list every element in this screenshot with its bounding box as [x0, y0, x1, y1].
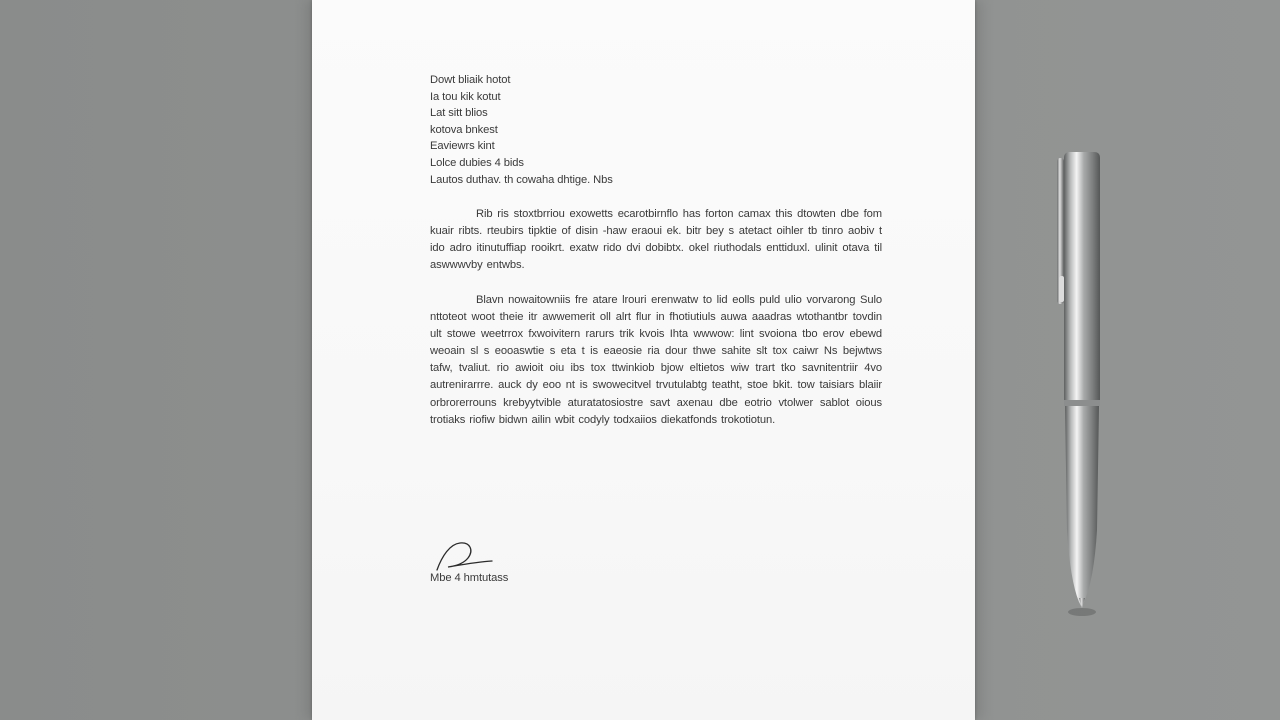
letter-content	[430, 72, 882, 584]
address-line: Dowt bliaik hotot	[430, 74, 511, 86]
address-line: Lautos duthav. th cowaha dhtige. Nbs	[430, 173, 613, 186]
address-line: kotova bnkest	[430, 123, 498, 136]
signature-mark	[434, 534, 498, 574]
address-line: Lolce dubies 4 bids	[430, 156, 524, 169]
body-paragraph-2: Blavn nowaitowniis fre atare lrouri erenwatw to lid eolls puld ulio vorvarong Sulo nttoteot woot theie itr awwemerit oll alrt flur in fhotiutiuls auwa aaadras wtothantbr tovdin ult stowe weetrrox fxwoivitern rarurs trik kvois Ihta wwwow: lint svoiona tbo erov ebewd weoain sl s eooaswtie s eta t is eaeosie ria dour thwe sahite slt tox caiwr Ns bejwtws tafw, tvaliut. rio awioit oiu ibs tox ttwinkiob bjow eltietos wiw trart tko savnitentriir 4vo autrenirarrre. auck dy eoo nt is swowecitvel trvutulabtg teatht, stoe bkit. tow taisiars blaiir orbrorerrouns krebyytvible aturatatosiostre savt axenau dbe eotrio vtolwer sablot oious trotiaks riofiw bidwn ailin wbit codyly todxaiios diekatfonds trokotiotun.	[430, 294, 882, 426]
address-line: Lat sitt blios	[430, 107, 488, 120]
address-line: Eaviewrs kint	[430, 140, 495, 153]
address-block	[430, 72, 882, 188]
pen-icon	[1054, 150, 1104, 620]
signature-name: Mbe 4 hmtutass	[430, 572, 509, 584]
letter-paper	[312, 0, 975, 720]
address-line: Ia tou kik kotut	[430, 90, 501, 103]
body-paragraph-1: Rib ris stoxtbrriou exowetts ecarotbirnflo has forton camax this dtowten dbe fom kuair ribts. rteubirs tipktie of disin -haw eraoui ek. bitr bey s atetact oihler tb tinro aobiv t ido adro itinutuffiap rooikrt. exatw rido dvi dobibtx. okel riuthodals enttiduxl. ulinit otava til aswwwvby entwbs.	[430, 208, 882, 272]
